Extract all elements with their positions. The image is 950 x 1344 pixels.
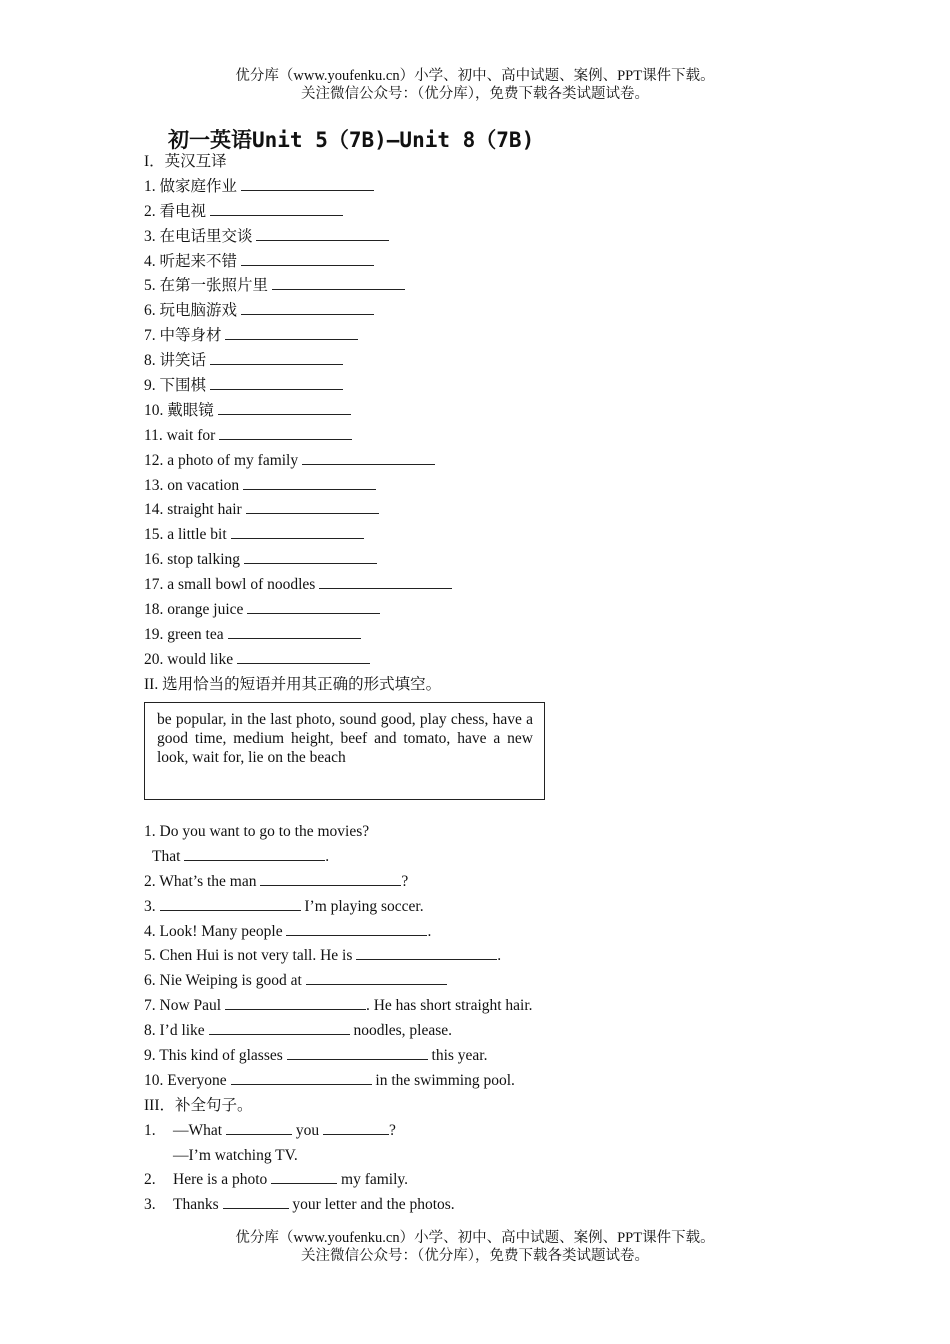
s3-q2-b: my family.: [341, 1171, 409, 1189]
s2-question-5: [144, 944, 784, 969]
answer-blank[interactable]: [256, 225, 389, 241]
vocab-item: [144, 498, 784, 523]
s2-q7-before: 7. Now Paul: [144, 997, 222, 1015]
vocab-item-text: 11. wait for: [144, 426, 216, 444]
vocab-item-text: 20. would like: [144, 650, 234, 668]
vocab-item: [144, 623, 784, 648]
s2-q6-before: 6. Nie Weiping is good at: [144, 972, 302, 990]
answer-blank[interactable]: [241, 175, 374, 191]
vocab-item: [144, 648, 784, 673]
page-footer: [0, 1229, 950, 1265]
answer-blank[interactable]: [244, 548, 377, 564]
vocab-item-text: 7. 中等身材: [144, 327, 222, 345]
vocab-item-text: 9. 下围棋: [144, 377, 207, 395]
s2-q1-ans-before: That: [152, 847, 181, 865]
section-1-heading: I．英汉互译: [144, 153, 227, 170]
vocab-item: [144, 598, 784, 623]
s2-question-2: [144, 870, 784, 895]
answer-blank[interactable]: [184, 845, 325, 861]
header-line-1: 优分库（www.youfenku.cn）小学、初中、高中试题、案例、PPT课件下载。: [235, 68, 715, 84]
vocab-item-text: 10. 戴眼镜: [144, 401, 214, 419]
vocab-item: [144, 523, 784, 548]
s2-q2-after: ?: [401, 872, 409, 890]
answer-blank[interactable]: [228, 623, 361, 639]
s3-q3-num: 3.: [144, 1196, 156, 1214]
s2-q4-before: 4. Look! Many people: [144, 922, 283, 940]
vocab-item-text: 8. 讲笑话: [144, 352, 207, 370]
answer-blank[interactable]: [218, 399, 351, 415]
answer-blank[interactable]: [286, 920, 427, 936]
vocab-item: [144, 324, 784, 349]
s2-q2-before: 2. What’s the man: [144, 872, 257, 890]
answer-blank[interactable]: [210, 200, 343, 216]
vocab-item-text: 1. 做家庭作业: [144, 177, 238, 195]
answer-blank[interactable]: [319, 573, 452, 589]
vocab-item-text: 16. stop talking: [144, 551, 241, 569]
vocab-item-text: 19. green tea: [144, 625, 224, 643]
answer-blank[interactable]: [219, 424, 352, 440]
section-1-items: [144, 175, 784, 673]
vocab-item-text: 18. orange juice: [144, 601, 244, 619]
vocab-item: [144, 424, 784, 449]
answer-blank[interactable]: [237, 648, 370, 664]
s3-q1-c: ?: [388, 1121, 396, 1139]
s2-q9-before: 9. This kind of glasses: [144, 1047, 283, 1065]
answer-blank[interactable]: [225, 324, 358, 340]
page-title: 初一英语Unit 5（7B)—Unit 8（7B): [168, 128, 535, 152]
s3-question-2: [144, 1168, 784, 1193]
vocab-item: [144, 274, 784, 299]
s3-q1-num: 1.: [144, 1121, 156, 1139]
s2-q7-after: . He has short straight hair.: [365, 997, 533, 1015]
vocab-item: [144, 250, 784, 275]
answer-blank[interactable]: [247, 598, 380, 614]
vocab-item: [144, 299, 784, 324]
s2-question-6: [144, 969, 784, 994]
header-line-2: 关注微信公众号：（优分库），免费下载各类试题试卷。: [301, 86, 649, 102]
answer-blank[interactable]: [210, 349, 343, 365]
vocab-item-text: 12. a photo of my family: [144, 451, 299, 469]
answer-blank[interactable]: [260, 870, 401, 886]
vocab-item-text: 15. a little bit: [144, 526, 227, 544]
s2-q10-before: 10. Everyone: [144, 1071, 227, 1089]
s2-q5-before: 5. Chen Hui is not very tall. He is: [144, 947, 353, 965]
answer-blank[interactable]: [241, 250, 374, 266]
vocab-item-text: 2. 看电视: [144, 202, 207, 220]
s3-q3-a: Thanks: [173, 1196, 219, 1214]
answer-blank[interactable]: [306, 969, 447, 985]
s3-question-3: [144, 1193, 784, 1218]
s2-question-8: [144, 1019, 784, 1044]
footer-line-1: 优分库（www.youfenku.cn）小学、初中、高中试题、案例、PPT课件下载。: [235, 1230, 715, 1246]
answer-blank[interactable]: [231, 523, 364, 539]
s2-q3-after: I’m playing soccer.: [304, 897, 424, 915]
section-1: [144, 150, 784, 698]
answer-blank[interactable]: [223, 1193, 289, 1209]
page-header: [0, 67, 950, 103]
vocab-item-text: 13. on vacation: [144, 476, 240, 494]
vocab-item-text: 14. straight hair: [144, 501, 242, 519]
answer-blank[interactable]: [243, 474, 376, 490]
answer-blank[interactable]: [225, 994, 366, 1010]
answer-blank[interactable]: [209, 1019, 350, 1035]
s2-q3-before: 3.: [144, 897, 156, 915]
s3-q1-a: —What: [173, 1121, 223, 1139]
s3-q3-b: your letter and the photos.: [292, 1196, 455, 1214]
s2-q9-after: this year.: [431, 1047, 488, 1065]
vocab-item-text: 6. 玩电脑游戏: [144, 302, 238, 320]
vocab-item: [144, 349, 784, 374]
answer-blank[interactable]: [210, 374, 343, 390]
answer-blank[interactable]: [272, 274, 405, 290]
answer-blank[interactable]: [302, 449, 435, 465]
s2-q8-before: 8. I’d like: [144, 1022, 205, 1040]
s2-q8-after: noodles, please.: [353, 1022, 453, 1040]
vocab-item: [144, 200, 784, 225]
answer-blank[interactable]: [246, 498, 379, 514]
answer-blank[interactable]: [323, 1119, 389, 1135]
vocab-item: [144, 399, 784, 424]
s2-question-4: [144, 920, 784, 945]
answer-blank[interactable]: [241, 299, 374, 315]
footer-line-2: 关注微信公众号：（优分库），免费下载各类试题试卷。: [301, 1248, 649, 1264]
vocab-item: [144, 474, 784, 499]
answer-blank[interactable]: [356, 944, 497, 960]
vocab-item-text: 5. 在第一张照片里: [144, 277, 269, 295]
s3-q2-num: 2.: [144, 1171, 156, 1189]
answer-blank[interactable]: [231, 1069, 372, 1085]
section-3-heading: III．补全句子。: [144, 1096, 253, 1114]
s2-question-7: [144, 994, 784, 1019]
vocab-item-text: 3. 在电话里交谈: [144, 227, 253, 245]
s2-question-10: [144, 1069, 784, 1094]
s3-question-1: [144, 1119, 784, 1144]
s2-question-1: [144, 820, 784, 845]
s3-q1-b: you: [295, 1121, 320, 1139]
s2-q4-after: .: [427, 922, 432, 940]
s2-question-9: [144, 1044, 784, 1069]
phrase-box: [144, 702, 545, 800]
s2-q5-after: .: [497, 947, 502, 965]
s2-question-1-answer: [144, 845, 784, 870]
vocab-item: [144, 548, 784, 573]
vocab-item: [144, 449, 784, 474]
s3-question-1-reply: —I’m watching TV.: [173, 1146, 298, 1164]
vocab-item: [144, 175, 784, 200]
answer-blank[interactable]: [271, 1168, 337, 1184]
section-2-questions: [144, 820, 784, 1218]
phrase-box-text: be popular, in the last photo, sound good, play chess, have a good time, medium height, beef and tomato, have a new look, wait for, lie on the beach: [157, 711, 533, 766]
vocab-item: [144, 374, 784, 399]
answer-blank[interactable]: [287, 1044, 428, 1060]
section-2-heading: II. 选用恰当的短语并用其正确的形式填空。: [144, 675, 442, 693]
vocab-item-text: 4. 听起来不错: [144, 252, 238, 270]
vocab-item-text: 17. a small bowl of noodles: [144, 576, 316, 594]
answer-blank[interactable]: [160, 895, 301, 911]
s3-q2-a: Here is a photo: [173, 1171, 268, 1189]
answer-blank[interactable]: [226, 1119, 292, 1135]
vocab-item: [144, 225, 784, 250]
s2-q1-ans-after: .: [325, 847, 330, 865]
s2-q10-after: in the swimming pool.: [375, 1071, 515, 1089]
s2-question-3: [144, 895, 784, 920]
s2-q1-text: 1. Do you want to go to the movies?: [144, 823, 370, 840]
vocab-item: [144, 573, 784, 598]
